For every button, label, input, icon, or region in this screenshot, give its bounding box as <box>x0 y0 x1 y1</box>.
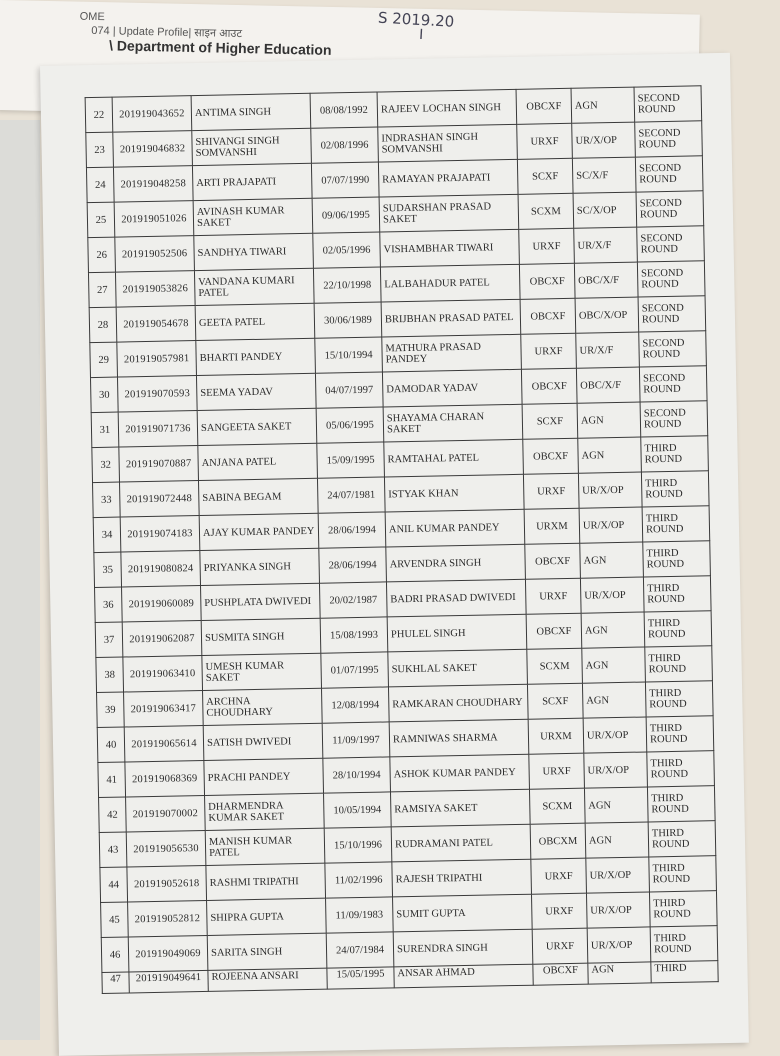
quota-cell: OBC/X/F <box>574 262 638 298</box>
home-link: OME <box>79 10 105 24</box>
round-cell: SECOND ROUND <box>635 121 703 157</box>
category-cell: URXF <box>519 228 575 264</box>
quota-cell: AGN <box>578 437 642 473</box>
father-name-cell: RUDRAMANI PATEL <box>391 824 531 862</box>
handwritten-note-sub: I <box>418 26 424 44</box>
category-cell: URXF <box>525 578 581 614</box>
application-number-cell: 201919051026 <box>114 201 194 238</box>
application-number-cell: 201919049641 <box>129 970 208 993</box>
date-of-birth-cell: 15/10/1996 <box>324 827 392 863</box>
round-cell: THIRD ROUND <box>649 856 717 892</box>
round-cell: THIRD ROUND <box>645 681 713 717</box>
quota-cell: UR/X/OP <box>572 122 636 158</box>
serial-number-cell: 25 <box>87 202 115 238</box>
candidate-name-cell: ARTI PRAJAPATI <box>192 163 312 200</box>
category-cell: URXF <box>531 893 587 929</box>
date-of-birth-cell: 15/10/1994 <box>315 337 383 373</box>
date-of-birth-cell: 08/08/1992 <box>310 92 378 128</box>
father-name-cell: RAMAYAN PRAJAPATI <box>378 159 518 197</box>
father-name-cell: SURENDRA SINGH <box>393 929 533 967</box>
category-cell: OBCXM <box>530 823 586 859</box>
category-cell: SCXF <box>527 683 583 719</box>
application-number-cell: 201919070593 <box>117 376 197 413</box>
candidate-name-cell: ROJEENA ANSARI <box>208 968 327 991</box>
serial-number-cell: 38 <box>96 657 124 693</box>
category-cell: URXF <box>529 753 585 789</box>
serial-number-cell: 24 <box>86 167 114 203</box>
father-name-cell: LALBAHADUR PATEL <box>380 264 520 302</box>
candidate-name-cell: SARITA SINGH <box>207 933 327 970</box>
round-cell: SECOND ROUND <box>640 401 708 437</box>
candidate-name-cell: SUSMITA SINGH <box>201 618 321 655</box>
application-number-cell: 201919043652 <box>112 96 192 133</box>
category-cell: OBCXF <box>520 298 576 334</box>
date-of-birth-cell: 15/08/1993 <box>320 617 388 653</box>
application-number-cell: 201919057981 <box>117 341 197 378</box>
quota-cell: AGN <box>582 647 646 683</box>
round-cell: THIRD <box>651 961 718 983</box>
date-of-birth-cell: 01/07/1995 <box>321 652 389 688</box>
application-number-cell: 201919071736 <box>118 411 198 448</box>
category-cell: OBCXF <box>523 438 579 474</box>
date-of-birth-cell: 30/06/1989 <box>314 302 382 338</box>
candidate-name-cell: PUSHPLATA DWIVEDI <box>201 583 321 620</box>
category-cell: SCXM <box>527 648 583 684</box>
date-of-birth-cell: 20/02/1987 <box>319 582 387 618</box>
serial-number-cell: 40 <box>97 727 125 763</box>
serial-number-cell: 27 <box>88 272 116 308</box>
father-name-cell: ANSAR AHMAD <box>394 964 533 988</box>
category-cell: OBCXF <box>516 88 572 124</box>
date-of-birth-cell: 24/07/1984 <box>326 932 394 968</box>
serial-number-cell: 31 <box>91 412 119 448</box>
serial-number-cell: 37 <box>95 622 123 658</box>
round-cell: THIRD ROUND <box>641 436 709 472</box>
application-number-cell: 201919080824 <box>121 551 201 588</box>
round-cell: SECOND ROUND <box>636 191 704 227</box>
quota-cell: AGN <box>584 787 648 823</box>
application-number-cell: 201919046832 <box>113 131 193 168</box>
father-name-cell: RAMTAHAL PATEL <box>384 439 524 477</box>
round-cell: SECOND ROUND <box>637 226 705 262</box>
application-number-cell: 201919048258 <box>113 166 193 203</box>
application-number-cell: 201919070002 <box>126 795 206 832</box>
father-name-cell: SUDARSHAN PRASAD SAKET <box>379 194 519 232</box>
serial-number-cell: 45 <box>101 902 129 938</box>
quota-cell: SC/X/OP <box>573 192 637 228</box>
category-cell: SCXM <box>529 788 585 824</box>
candidate-name-cell: UMESH KUMAR SAKET <box>202 653 322 690</box>
candidate-name-cell: SEEMA YADAV <box>196 373 316 410</box>
serial-number-cell: 46 <box>101 937 129 973</box>
serial-number-cell: 36 <box>95 587 123 623</box>
date-of-birth-cell: 02/08/1996 <box>311 127 379 163</box>
round-cell: SECOND ROUND <box>634 86 702 122</box>
father-name-cell: SUKHLAL SAKET <box>388 649 528 687</box>
candidate-name-cell: ARCHNA CHOUDHARY <box>203 688 323 725</box>
quota-cell: AGN <box>577 402 641 438</box>
serial-number-cell: 34 <box>93 517 121 553</box>
serial-number-cell: 41 <box>98 762 126 798</box>
serial-number-cell: 28 <box>89 307 117 343</box>
father-name-cell: ISTYAK KHAN <box>384 474 524 512</box>
quota-cell: AGN <box>585 822 649 858</box>
category-cell: URXF <box>521 333 577 369</box>
application-number-cell: 201919049069 <box>128 935 208 972</box>
application-number-cell: 201919063410 <box>123 656 203 693</box>
date-of-birth-cell: 11/09/1983 <box>326 897 394 933</box>
quota-cell: AGN <box>571 87 635 123</box>
category-cell: SCXF <box>517 158 573 194</box>
serial-number-cell: 33 <box>93 482 121 518</box>
application-number-cell: 201919070887 <box>119 446 199 483</box>
candidate-name-cell: AVINASH KUMAR SAKET <box>193 198 313 235</box>
handwritten-note-main: S 2019.20 <box>377 8 455 31</box>
quota-cell: UR/X/OP <box>580 577 644 613</box>
category-cell: URXF <box>531 858 587 894</box>
application-number-cell: 201919060089 <box>122 586 202 623</box>
father-name-cell: VISHAMBHAR TIWARI <box>380 229 520 267</box>
candidate-name-cell: DHARMENDRA KUMAR SAKET <box>205 793 325 830</box>
candidate-name-cell: SHIVANGI SINGH SOMVANSHI <box>192 128 312 165</box>
date-of-birth-cell: 07/07/1990 <box>311 162 379 198</box>
quota-cell: UR/X/OP <box>587 927 651 963</box>
application-number-cell: 201919068369 <box>125 760 205 797</box>
father-name-cell: RAMSIYA SAKET <box>391 789 531 827</box>
father-name-cell: RAMKARAN CHOUDHARY <box>388 684 528 722</box>
father-name-cell: BRIJBHAN PRASAD PATEL <box>381 299 521 337</box>
serial-number-cell: 39 <box>97 692 125 728</box>
application-number-cell: 201919074183 <box>120 516 200 553</box>
candidate-name-cell: SANGEETA SAKET <box>197 408 317 445</box>
father-name-cell: ANIL KUMAR PANDEY <box>385 509 525 547</box>
round-cell: SECOND ROUND <box>639 331 707 367</box>
quota-cell: UR/X/OP <box>586 857 650 893</box>
application-number-cell: 201919065614 <box>124 725 204 762</box>
serial-number-cell: 42 <box>99 797 127 833</box>
candidate-name-cell: RASHMI TRIPATHI <box>206 863 326 900</box>
category-cell: URXM <box>528 718 584 754</box>
date-of-birth-cell: 15/05/1995 <box>327 967 394 989</box>
date-of-birth-cell: 02/05/1996 <box>313 232 381 268</box>
serial-number-cell: 35 <box>94 552 122 588</box>
date-of-birth-cell: 11/09/1997 <box>322 722 390 758</box>
quota-cell: UR/X/OP <box>586 892 650 928</box>
candidate-name-cell: ANJANA PATEL <box>198 443 318 480</box>
profile-nav: 074 | Update Profile| साइन आउट <box>91 24 243 41</box>
date-of-birth-cell: 11/02/1996 <box>325 862 393 898</box>
father-name-cell: RAJEEV LOCHAN SINGH <box>377 89 517 127</box>
date-of-birth-cell: 10/05/1994 <box>324 792 392 828</box>
application-number-cell: 201919063417 <box>124 690 204 727</box>
quota-cell: AGN <box>588 962 651 984</box>
father-name-cell: SHAYAMA CHARAN SAKET <box>383 404 523 442</box>
category-cell: URXF <box>523 473 579 509</box>
application-number-cell: 201919052506 <box>115 236 195 273</box>
date-of-birth-cell: 22/10/1998 <box>313 267 381 303</box>
father-name-cell: SUMIT GUPTA <box>393 894 533 932</box>
candidate-name-cell: MANISH KUMAR PATEL <box>205 828 325 865</box>
round-cell: SECOND ROUND <box>637 261 705 297</box>
father-name-cell: BADRI PRASAD DWIVEDI <box>386 579 526 617</box>
quota-cell: AGN <box>581 612 645 648</box>
serial-number-cell: 43 <box>99 832 127 868</box>
document-page <box>40 53 749 1056</box>
father-name-cell: RAMNIWAS SHARMA <box>389 719 529 757</box>
category-cell: OBCXF <box>525 543 581 579</box>
quota-cell: UR/X/OP <box>579 507 643 543</box>
candidate-name-cell: SHIPRA GUPTA <box>207 898 327 935</box>
candidate-name-cell: VANDANA KUMARI PATEL <box>194 268 314 305</box>
quota-cell: UR/X/F <box>576 332 640 368</box>
round-cell: THIRD ROUND <box>643 541 711 577</box>
father-name-cell: DAMODAR YADAV <box>382 369 522 407</box>
father-name-cell: RAJESH TRIPATHI <box>392 859 532 897</box>
father-name-cell: ASHOK KUMAR PANDEY <box>390 754 530 792</box>
date-of-birth-cell: 05/06/1995 <box>316 407 384 443</box>
father-name-cell: MATHURA PRASAD PANDEY <box>382 334 522 372</box>
quota-cell: UR/X/OP <box>584 752 648 788</box>
serial-number-cell: 30 <box>90 377 118 413</box>
category-cell: OBCXF <box>521 368 577 404</box>
candidate-name-cell: ANTIMA SINGH <box>191 93 311 130</box>
round-cell: THIRD ROUND <box>647 786 715 822</box>
background-header <box>79 10 332 57</box>
round-cell: SECOND ROUND <box>639 366 707 402</box>
quota-cell: AGN <box>580 542 644 578</box>
category-cell: OBCXF <box>519 263 575 299</box>
serial-number-cell: 29 <box>90 342 118 378</box>
category-cell: OBCXF <box>533 963 588 985</box>
father-name-cell: PHULEL SINGH <box>387 614 527 652</box>
department-title: \ Department of Higher Education <box>108 37 332 58</box>
round-cell: THIRD ROUND <box>641 471 709 507</box>
serial-number-cell: 47 <box>102 972 129 994</box>
date-of-birth-cell: 12/08/1994 <box>321 687 389 723</box>
date-of-birth-cell: 28/06/1994 <box>318 512 386 548</box>
date-of-birth-cell: 09/06/1995 <box>312 197 380 233</box>
category-cell: URXM <box>524 508 580 544</box>
quota-cell: SC/X/F <box>572 157 636 193</box>
date-of-birth-cell: 15/09/1995 <box>317 442 385 478</box>
round-cell: THIRD ROUND <box>648 821 716 857</box>
category-cell: OBCXF <box>526 613 582 649</box>
application-number-cell: 201919053826 <box>115 271 195 308</box>
serial-number-cell: 44 <box>100 867 128 903</box>
date-of-birth-cell: 24/07/1981 <box>317 477 385 513</box>
round-cell: THIRD ROUND <box>644 611 712 647</box>
round-cell: THIRD ROUND <box>646 716 714 752</box>
category-cell: SCXF <box>522 403 578 439</box>
candidate-name-cell: BHARTI PANDEY <box>196 338 316 375</box>
date-of-birth-cell: 28/06/1994 <box>319 547 387 583</box>
father-name-cell: ARVENDRA SINGH <box>386 544 526 582</box>
candidate-name-cell: SABINA BEGAM <box>198 478 318 515</box>
date-of-birth-cell: 04/07/1997 <box>315 372 383 408</box>
candidate-name-cell: PRACHI PANDEY <box>204 758 324 795</box>
round-cell: THIRD ROUND <box>647 751 715 787</box>
round-cell: THIRD ROUND <box>643 576 711 612</box>
handwritten-note <box>377 9 455 45</box>
application-number-cell: 201919072448 <box>120 481 200 518</box>
application-number-cell: 201919056530 <box>126 830 206 867</box>
round-cell: THIRD ROUND <box>650 926 718 962</box>
round-cell: SECOND ROUND <box>638 296 706 332</box>
quota-cell: UR/X/OP <box>578 472 642 508</box>
round-cell: THIRD ROUND <box>642 506 710 542</box>
candidate-table <box>85 85 719 994</box>
father-name-cell: INDRASHAN SINGH SOMVANSHI <box>378 124 518 162</box>
round-cell: THIRD ROUND <box>645 646 713 682</box>
quota-cell: UR/X/OP <box>583 717 647 753</box>
candidate-rows <box>85 86 718 994</box>
category-cell: URXF <box>532 928 588 964</box>
application-number-cell: 201919054678 <box>116 306 196 343</box>
round-cell: THIRD ROUND <box>649 891 717 927</box>
round-cell: SECOND ROUND <box>635 156 703 192</box>
candidate-name-cell: SATISH DWIVEDI <box>203 723 323 760</box>
candidate-name-cell: PRIYANKA SINGH <box>200 548 320 585</box>
serial-number-cell: 32 <box>92 447 120 483</box>
application-number-cell: 201919052812 <box>128 900 208 937</box>
application-number-cell: 201919062087 <box>122 621 202 658</box>
quota-cell: OBC/X/F <box>576 367 640 403</box>
serial-number-cell: 23 <box>86 132 114 168</box>
application-number-cell: 201919052618 <box>127 865 207 902</box>
serial-number-cell: 22 <box>85 97 113 133</box>
quota-cell: AGN <box>582 682 646 718</box>
candidate-name-cell: AJAY KUMAR PANDEY <box>199 513 319 550</box>
category-cell: URXF <box>517 123 573 159</box>
left-paper-edge <box>0 120 40 1040</box>
quota-cell: OBC/X/OP <box>575 297 639 333</box>
quota-cell: UR/X/F <box>574 227 638 263</box>
candidate-name-cell: SANDHYA TIWARI <box>194 233 314 270</box>
date-of-birth-cell: 28/10/1994 <box>323 757 391 793</box>
category-cell: SCXM <box>518 193 574 229</box>
candidate-name-cell: GEETA PATEL <box>195 303 315 340</box>
serial-number-cell: 26 <box>88 237 116 273</box>
